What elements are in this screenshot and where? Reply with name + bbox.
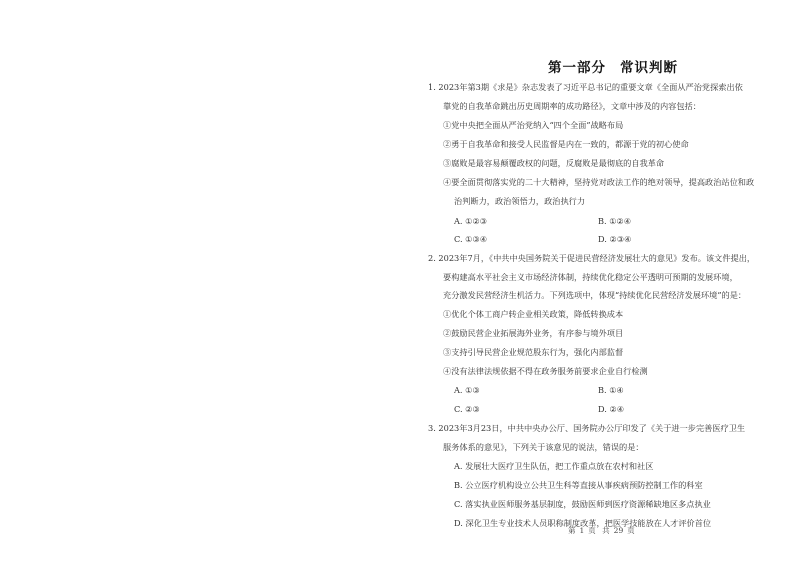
q2-stem-line-3: 充分激发民营经济生机活力。下列选项中，体现“持续优化民营经济发展环境”的是： xyxy=(443,290,747,300)
q1-statement-2: ②勇于自我革命和接受人民监督是内在一致的，都源于党的初心使命 xyxy=(443,139,689,149)
q2-option-b[interactable]: B. ①④ xyxy=(598,385,624,395)
q3-option-d[interactable]: D. 深化卫生专业技术人员职称制度改革，把医学技能放在人才评价首位 xyxy=(454,518,712,528)
q1-statement-4-line-1: ④要全面贯彻落实党的二十大精神，坚持党对政法工作的绝对领导，提高政治站位和政 xyxy=(443,177,755,187)
footer-prefix: 第 xyxy=(568,526,576,535)
q2-option-c[interactable]: C. ②③ xyxy=(454,404,480,414)
footer-page-word: 页 xyxy=(588,526,596,535)
q3-stem-line-1: 3. 2023年3月23日，中共中央办公厅、国务院办公厅印发了《关于进一步完善医疗卫生 xyxy=(428,423,746,433)
q3-option-a[interactable]: A. 发展壮大医疗卫生队伍，把工作重点放在农村和社区 xyxy=(454,461,654,471)
q2-stem-line-1: 2. 2023年7月，《中共中央国务院关于促进民营经济发展壮大的意见》发布。该文件提出， xyxy=(428,253,756,263)
q1-stem-line-1: 1. 2023年第3期《求是》杂志发表了习近平总书记的重要文章《全面从严治党探索出依 xyxy=(428,82,743,92)
footer-suffix: 页 xyxy=(627,526,635,535)
q1-statement-1: ①党中央把全面从严治党纳入“四个全面”战略布局 xyxy=(443,120,624,130)
q2-stem-line-2: 要构建高水平社会主义市场经济体制，持续优化稳定公平透明可预期的发展环境， xyxy=(443,272,738,282)
q1-option-c[interactable]: C. ①③④ xyxy=(454,234,488,244)
q3-option-b[interactable]: B. 公立医疗机构设立公共卫生科等直接从事疾病预防控制工作的科室 xyxy=(454,480,703,490)
q1-statement-3: ③腐败是最容易颠覆政权的问题，反腐败是最彻底的自我革命 xyxy=(443,158,665,168)
q2-option-a[interactable]: A. ①③ xyxy=(454,385,480,395)
q2-statement-1: ①优化个体工商户转企业相关政策，降低转换成本 xyxy=(443,309,624,319)
footer-total-word: 共 xyxy=(602,526,610,535)
q1-option-b[interactable]: B. ①②④ xyxy=(598,216,632,226)
section-name: 常识判断 xyxy=(620,60,678,76)
section-title xyxy=(548,56,678,76)
q2-statement-2: ②鼓励民营企业拓展海外业务，有序参与境外项目 xyxy=(443,328,624,338)
q1-option-a[interactable]: A. ①②③ xyxy=(454,216,488,226)
page-footer xyxy=(566,525,637,536)
footer-page-number: 1 xyxy=(579,526,585,535)
q3-stem-line-2: 服务体系的意见》，下列关于该意见的说法，错误的是： xyxy=(443,442,644,452)
q1-option-d[interactable]: D. ②③④ xyxy=(598,234,632,244)
q3-option-c[interactable]: C. 落实执业医师服务基层制度，鼓励医师到医疗资源稀缺地区多点执业 xyxy=(454,499,711,509)
q1-stem-line-2: 靠党的自我革命跳出历史周期率的成功路径》，文章中涉及的内容包括： xyxy=(443,101,701,111)
q1-statement-4-line-2: 治判断力，政治领悟力，政治执行力 xyxy=(454,196,586,206)
q2-option-d[interactable]: D. ②④ xyxy=(598,404,625,414)
section-part: 第一部分 xyxy=(548,60,606,76)
q2-statement-3: ③支持引导民营企业规范股东行为，强化内部监督 xyxy=(443,347,624,357)
footer-total-pages: 29 xyxy=(613,526,624,535)
q2-statement-4: ④没有法律法规依据不得在政务服务前要求企业自行检测 xyxy=(443,366,648,376)
